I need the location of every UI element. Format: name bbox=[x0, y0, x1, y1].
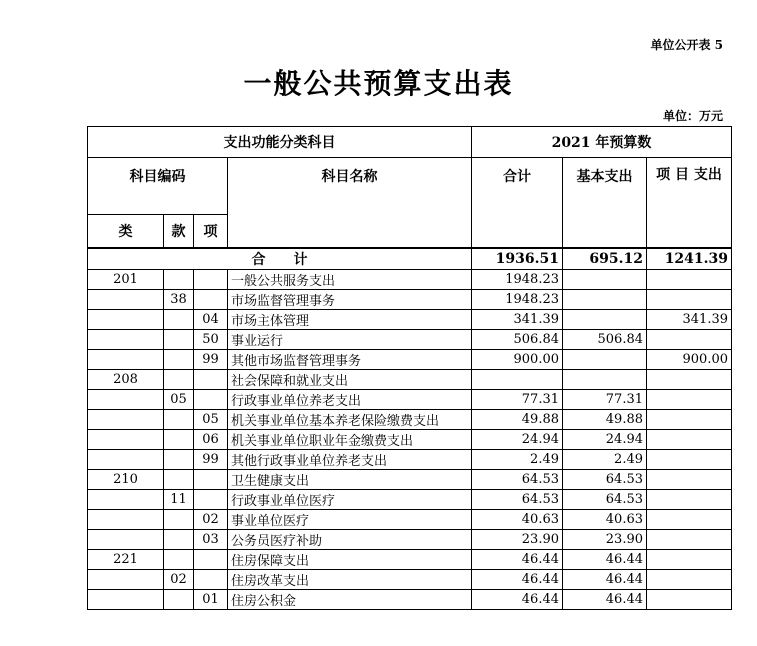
cell-basic: 77.31 bbox=[563, 390, 647, 410]
cell-total: 46.44 bbox=[472, 550, 563, 570]
cell-basic: 40.63 bbox=[563, 510, 647, 530]
cell-name: 市场主体管理 bbox=[228, 310, 472, 330]
cell-basic: 2.49 bbox=[563, 450, 647, 470]
cell-basic bbox=[563, 350, 647, 370]
cell-project bbox=[647, 570, 732, 590]
table-row bbox=[88, 410, 732, 430]
cell-project bbox=[647, 470, 732, 490]
cell-total: 341.39 bbox=[472, 310, 563, 330]
cell-xiang bbox=[194, 290, 228, 310]
cell-project bbox=[647, 450, 732, 470]
header-budget-year: 2021 年预算数 bbox=[472, 127, 732, 158]
header-name: 科目名称 bbox=[228, 158, 472, 249]
cell-kuan bbox=[164, 430, 194, 450]
cell-xiang bbox=[194, 270, 228, 290]
cell-project: 900.00 bbox=[647, 350, 732, 370]
cell-total: 506.84 bbox=[472, 330, 563, 350]
cell-name: 其他行政事业单位养老支出 bbox=[228, 450, 472, 470]
cell-project: 341.39 bbox=[647, 310, 732, 330]
table-row bbox=[88, 470, 732, 490]
cell-basic: 24.94 bbox=[563, 430, 647, 450]
cell-name: 行政事业单位医疗 bbox=[228, 490, 472, 510]
cell-lei: 210 bbox=[88, 470, 164, 490]
cell-total: 46.44 bbox=[472, 570, 563, 590]
cell-total: 49.88 bbox=[472, 410, 563, 430]
cell-total: 40.63 bbox=[472, 510, 563, 530]
table-row bbox=[88, 290, 732, 310]
cell-xiang: 05 bbox=[194, 410, 228, 430]
cell-project bbox=[647, 270, 732, 290]
cell-xiang bbox=[194, 370, 228, 390]
table-row bbox=[88, 350, 732, 370]
cell-lei bbox=[88, 310, 164, 330]
cell-lei bbox=[88, 590, 164, 610]
cell-xiang: 04 bbox=[194, 310, 228, 330]
cell-xiang bbox=[194, 570, 228, 590]
cell-basic: 64.53 bbox=[563, 470, 647, 490]
cell-kuan bbox=[164, 310, 194, 330]
cell-name: 事业单位医疗 bbox=[228, 510, 472, 530]
cell-project bbox=[647, 550, 732, 570]
cell-basic: 49.88 bbox=[563, 410, 647, 430]
cell-name: 住房改革支出 bbox=[228, 570, 472, 590]
budget-table bbox=[87, 126, 732, 610]
cell-basic: 64.53 bbox=[563, 490, 647, 510]
table-row bbox=[88, 570, 732, 590]
table-row bbox=[88, 370, 732, 390]
cell-lei bbox=[88, 570, 164, 590]
totals-label: 合 计 bbox=[88, 248, 472, 270]
cell-project bbox=[647, 510, 732, 530]
cell-project bbox=[647, 370, 732, 390]
cell-kuan bbox=[164, 550, 194, 570]
table-row bbox=[88, 390, 732, 410]
table-row bbox=[88, 590, 732, 610]
cell-basic: 46.44 bbox=[563, 550, 647, 570]
header-kuan: 款 bbox=[164, 215, 194, 249]
cell-project bbox=[647, 430, 732, 450]
cell-xiang: 99 bbox=[194, 350, 228, 370]
header-lei: 类 bbox=[88, 215, 164, 249]
cell-kuan bbox=[164, 590, 194, 610]
cell-project bbox=[647, 490, 732, 510]
cell-project bbox=[647, 410, 732, 430]
totals-basic: 695.12 bbox=[563, 248, 647, 270]
table-row bbox=[88, 310, 732, 330]
cell-kuan: 11 bbox=[164, 490, 194, 510]
cell-name: 社会保障和就业支出 bbox=[228, 370, 472, 390]
cell-kuan bbox=[164, 350, 194, 370]
table-row bbox=[88, 430, 732, 450]
cell-basic bbox=[563, 370, 647, 390]
table-row bbox=[88, 450, 732, 470]
cell-basic: 23.90 bbox=[563, 530, 647, 550]
cell-basic: 506.84 bbox=[563, 330, 647, 350]
totals-row bbox=[88, 248, 732, 270]
cell-lei: 208 bbox=[88, 370, 164, 390]
cell-xiang bbox=[194, 550, 228, 570]
cell-xiang: 02 bbox=[194, 510, 228, 530]
cell-kuan bbox=[164, 410, 194, 430]
cell-total: 2.49 bbox=[472, 450, 563, 470]
cell-lei bbox=[88, 530, 164, 550]
cell-name: 住房公积金 bbox=[228, 590, 472, 610]
cell-total: 46.44 bbox=[472, 590, 563, 610]
cell-lei bbox=[88, 430, 164, 450]
cell-basic bbox=[563, 290, 647, 310]
totals-total: 1936.51 bbox=[472, 248, 563, 270]
cell-xiang: 99 bbox=[194, 450, 228, 470]
form-number: 单位公开表 5 bbox=[650, 38, 723, 52]
cell-total: 900.00 bbox=[472, 350, 563, 370]
cell-total: 24.94 bbox=[472, 430, 563, 450]
cell-xiang bbox=[194, 490, 228, 510]
page-title: 一般公共预算支出表 bbox=[243, 67, 514, 100]
cell-kuan: 02 bbox=[164, 570, 194, 590]
cell-basic bbox=[563, 270, 647, 290]
cell-lei bbox=[88, 410, 164, 430]
cell-basic: 46.44 bbox=[563, 570, 647, 590]
cell-name: 市场监督管理事务 bbox=[228, 290, 472, 310]
table-row bbox=[88, 490, 732, 510]
cell-total: 64.53 bbox=[472, 490, 563, 510]
cell-project bbox=[647, 390, 732, 410]
cell-name: 机关事业单位职业年金缴费支出 bbox=[228, 430, 472, 450]
table-row bbox=[88, 530, 732, 550]
cell-lei bbox=[88, 330, 164, 350]
cell-xiang bbox=[194, 470, 228, 490]
cell-name: 机关事业单位基本养老保险缴费支出 bbox=[228, 410, 472, 430]
cell-basic bbox=[563, 310, 647, 330]
cell-lei bbox=[88, 450, 164, 470]
cell-name: 住房保障支出 bbox=[228, 550, 472, 570]
header-project: 项 目 支出 bbox=[647, 158, 732, 249]
cell-xiang: 03 bbox=[194, 530, 228, 550]
cell-xiang bbox=[194, 390, 228, 410]
cell-lei bbox=[88, 350, 164, 370]
cell-project bbox=[647, 530, 732, 550]
cell-project bbox=[647, 330, 732, 350]
cell-kuan: 38 bbox=[164, 290, 194, 310]
cell-name: 一般公共服务支出 bbox=[228, 270, 472, 290]
cell-kuan bbox=[164, 510, 194, 530]
cell-total: 64.53 bbox=[472, 470, 563, 490]
cell-basic: 46.44 bbox=[563, 590, 647, 610]
cell-lei bbox=[88, 390, 164, 410]
header-basic: 基本支出 bbox=[563, 158, 647, 249]
cell-project bbox=[647, 290, 732, 310]
unit-label: 单位：万元 bbox=[662, 109, 723, 123]
table-row bbox=[88, 330, 732, 350]
cell-lei bbox=[88, 510, 164, 530]
cell-lei: 201 bbox=[88, 270, 164, 290]
cell-name: 卫生健康支出 bbox=[228, 470, 472, 490]
cell-kuan bbox=[164, 370, 194, 390]
table-row bbox=[88, 550, 732, 570]
totals-project: 1241.39 bbox=[647, 248, 732, 270]
table-row bbox=[88, 510, 732, 530]
cell-kuan bbox=[164, 330, 194, 350]
cell-total: 23.90 bbox=[472, 530, 563, 550]
cell-xiang: 06 bbox=[194, 430, 228, 450]
header-total: 合计 bbox=[472, 158, 563, 249]
cell-kuan bbox=[164, 450, 194, 470]
cell-name: 事业运行 bbox=[228, 330, 472, 350]
cell-kuan: 05 bbox=[164, 390, 194, 410]
cell-total: 1948.23 bbox=[472, 290, 563, 310]
cell-total: 1948.23 bbox=[472, 270, 563, 290]
cell-lei: 221 bbox=[88, 550, 164, 570]
cell-lei bbox=[88, 490, 164, 510]
cell-name: 公务员医疗补助 bbox=[228, 530, 472, 550]
header-xiang: 项 bbox=[194, 215, 228, 249]
cell-total: 77.31 bbox=[472, 390, 563, 410]
cell-project bbox=[647, 590, 732, 610]
cell-xiang: 50 bbox=[194, 330, 228, 350]
table-row bbox=[88, 270, 732, 290]
header-code: 科目编码 bbox=[88, 158, 228, 215]
cell-lei bbox=[88, 290, 164, 310]
header-function-classification: 支出功能分类科目 bbox=[88, 127, 472, 158]
cell-name: 其他市场监督管理事务 bbox=[228, 350, 472, 370]
cell-kuan bbox=[164, 270, 194, 290]
cell-xiang: 01 bbox=[194, 590, 228, 610]
cell-kuan bbox=[164, 470, 194, 490]
cell-total bbox=[472, 370, 563, 390]
cell-name: 行政事业单位养老支出 bbox=[228, 390, 472, 410]
cell-kuan bbox=[164, 530, 194, 550]
